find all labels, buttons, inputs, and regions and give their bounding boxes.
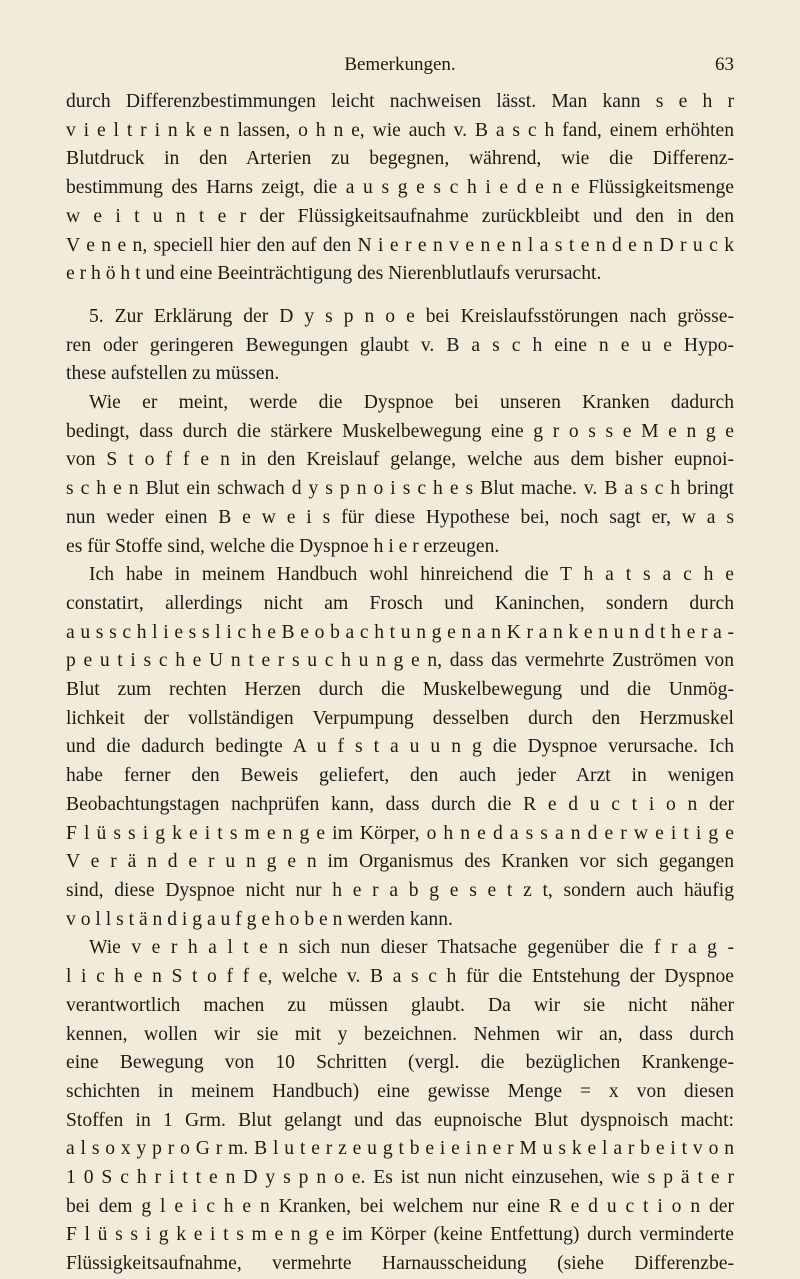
text-line: Wie er meint, werde die Dyspnoe bei unseren Kranken dadurch (89, 392, 734, 414)
body-text (66, 88, 734, 1279)
text-line: Beobachtungstagen nachprüfen kann, dass durch die R e d u c t i o n der (66, 793, 734, 815)
running-title: Bemerkungen. (344, 54, 456, 75)
text-line: Flüssigkeitsaufnahme, vermehrte Harnausscheidung (siehe Differenzbe- (66, 1253, 734, 1275)
text-line: Wie v e r h a l t e n sich nun dieser Thatsache gegenüber die f r a g - (89, 937, 734, 959)
text-line: verantwortlich machen zu müssen glaubt. Da wir sie nicht näher (66, 994, 734, 1016)
text-line: F l ü s s i g k e i t s m e n g e im Körper, o h n e d a s s a n d e r w e i t i g e (66, 822, 734, 844)
text-line: v i e l t r i n k e n lassen, o h n e, wie auch v. B a s c h fand, einem erhöhten (66, 119, 734, 141)
text-line: nun weder einen B e w e i s für diese Hypothese bei, noch sagt er, w a s (66, 506, 734, 528)
text-line: und die dadurch bedingte A u f s t a u u n g die Dyspnoe verursache. Ich (66, 736, 734, 758)
text-line: bestimmung des Harns zeigt, die a u s g e s c h i e d e n e Flüssigkeitsmenge (66, 177, 734, 199)
text-line: sind, diese Dyspnoe nicht nur h e r a b g e s e t z t, sondern auch häufig (66, 879, 734, 901)
text-line: these aufstellen zu müssen. (66, 363, 280, 385)
page-number: 63 (715, 54, 734, 75)
text-line: Blutdruck in den Arterien zu begegnen, während, wie die Differenz- (66, 148, 734, 170)
text-line: V e r ä n d e r u n g e n im Organismus des Kranken vor sich gegangen (66, 851, 734, 873)
text-line: w e i t u n t e r der Flüssigkeitsaufnahme zurückbleibt und den in den (66, 205, 734, 227)
text-line: Stoffen in 1 Grm. Blut gelangt und das eupnoische Blut dyspnoisch macht: (66, 1109, 734, 1131)
text-line: 5. Zur Erklärung der D y s p n o e bei Kreislaufsstörungen nach grösse- (89, 305, 734, 327)
text-line: a l s o x y p r o G r m. B l u t e r z e u g t b e i e i n e r M u s k e l a r b e i t v o n (66, 1138, 734, 1160)
text-line: durch Differenzbestimmungen leicht nachweisen lässt. Man kann s e h r (66, 91, 734, 112)
text-line: a u s s c h l i e s s l i c h e B e o b a c h t u n g e n a n K r a n k e n u n d t h e r a - (66, 621, 734, 643)
text-line: kennen, wollen wir sie mit y bezeichnen. Nehmen wir an, dass durch (66, 1023, 734, 1045)
text-line: s c h e n Blut ein schwach d y s p n o i s c h e s Blut mache. v. B a s c h bringt (66, 478, 734, 500)
text-line: schichten in meinem Handbuch) eine gewisse Menge = x von diesen (66, 1080, 734, 1102)
text-line: ren oder geringeren Bewegungen glaubt v. B a s c h eine n e u e Hypo- (66, 334, 734, 356)
text-line: habe ferner den Beweis geliefert, den auch jeder Arzt in wenigen (66, 765, 734, 787)
text-line: v o l l s t ä n d i g a u f g e h o b e n werden kann. (66, 908, 453, 930)
text-line: bedingt, dass durch die stärkere Muskelbewegung eine g r o s s e M e n g e (66, 420, 734, 442)
text-line: F l ü s s i g k e i t s m e n g e im Körper (keine Entfettung) durch verminderte (66, 1224, 734, 1246)
text-line: es für Stoffe sind, welche die Dyspnoe h i e r erzeugen. (66, 535, 500, 557)
text-line: bei dem g l e i c h e n Kranken, bei welchem nur eine R e d u c t i o n der (66, 1195, 734, 1217)
text-line: 1 0 S c h r i t t e n D y s p n o e. Es ist nun nicht einzusehen, wie s p ä t e r (66, 1167, 734, 1189)
text-line: V e n e n, speciell hier den auf den N i e r e n v e n e n l a s t e n d e n D r u c k (66, 234, 734, 256)
text-line: lichkeit der vollständigen Verpumpung desselben durch den Herzmuskel (66, 707, 734, 729)
text-line: eine Bewegung von 10 Schritten (vergl. die bezüglichen Krankenge- (66, 1052, 734, 1074)
text-line: Ich habe in meinem Handbuch wohl hinreichend die T h a t s a c h e (89, 564, 734, 586)
page-header (66, 50, 734, 78)
text-line: constatirt, allerdings nicht am Frosch und Kaninchen, sondern durch (66, 592, 734, 614)
text-line: l i c h e n S t o f f e, welche v. B a s c h für die Entstehung der Dyspnoe (66, 966, 734, 988)
text-line: von S t o f f e n in den Kreislauf gelange, welche aus dem bisher eupnoi- (66, 449, 734, 471)
text-line: e r h ö h t und eine Beeinträchtigung des Nierenblutlaufs verursacht. (66, 263, 602, 285)
text-line: p e u t i s c h e U n t e r s u c h u n g e n, dass das vermehrte Zuströmen von (66, 650, 734, 672)
text-line: Blut zum rechten Herzen durch die Muskelbewegung und die Unmög- (66, 679, 734, 701)
